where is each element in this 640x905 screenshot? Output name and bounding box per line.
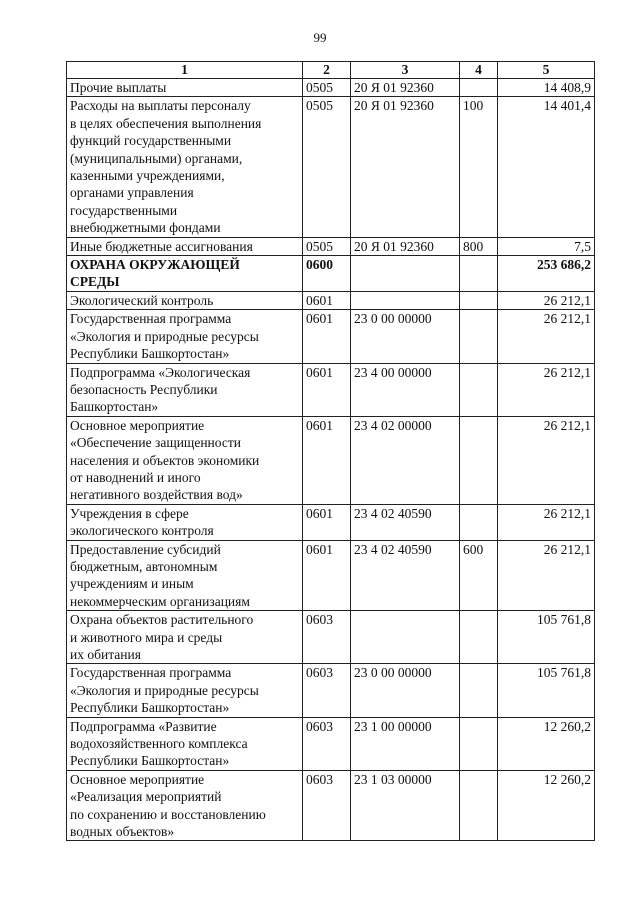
- row-label: Подпрограмма «Экологическая безопасность Республики Башкортостан»: [70, 364, 251, 415]
- cell-amount: 26 212,1: [498, 416, 595, 504]
- cell-expense-type: [460, 770, 498, 841]
- cell-amount: 26 212,1: [498, 291, 595, 309]
- row-label: Предоставление субсидий бюджетным, автономным учреждениям и иным некоммерческим организациям: [70, 541, 250, 609]
- cell-name: [67, 717, 303, 770]
- cell-section: 0601: [303, 540, 351, 611]
- table-row: [67, 611, 595, 664]
- cell-name: [67, 770, 303, 841]
- cell-section: 0601: [303, 363, 351, 416]
- cell-target-article: 20 Я 01 92360: [351, 97, 460, 237]
- table-header: [67, 62, 595, 79]
- cell-expense-type: [460, 504, 498, 540]
- cell-section: 0505: [303, 237, 351, 255]
- cell-expense-type: [460, 291, 498, 309]
- cell-name: [67, 291, 303, 309]
- cell-section: 0601: [303, 310, 351, 363]
- cell-target-article: 23 1 00 00000: [351, 717, 460, 770]
- row-label: Подпрограмма «Развитие водохозяйственного комплекса Республики Башкортостан»: [70, 718, 248, 769]
- cell-section: 0505: [303, 97, 351, 237]
- table-row: [67, 291, 595, 309]
- row-label: Экологический контроль: [70, 292, 214, 308]
- header-col-1: 1: [67, 62, 303, 79]
- row-label: Прочие выплаты: [70, 80, 167, 95]
- cell-target-article: 23 4 02 40590: [351, 540, 460, 611]
- cell-section: 0601: [303, 416, 351, 504]
- header-col-4: 4: [460, 62, 498, 79]
- table-body: [67, 79, 595, 841]
- row-label: Расходы на выплаты персоналу в целях обеспечения выполнения функций государственными (муниципальными) органами, казенными учреждениями, органами управления государственными внебюджетными фондами: [70, 98, 262, 236]
- row-label: Основное мероприятие «Обеспечение защищенности населения и объектов экономики от наводнений и иного негативного воздействия вод»: [70, 417, 260, 503]
- cell-target-article: [351, 256, 460, 292]
- cell-amount: 14 408,9: [498, 79, 595, 97]
- cell-expense-type: 600: [460, 540, 498, 611]
- cell-expense-type: [460, 363, 498, 416]
- table-row: [67, 416, 595, 504]
- table-row: [67, 79, 595, 97]
- cell-expense-type: [460, 611, 498, 664]
- table-row: [67, 237, 595, 255]
- cell-target-article: 20 Я 01 92360: [351, 237, 460, 255]
- cell-name: [67, 363, 303, 416]
- cell-amount: 26 212,1: [498, 540, 595, 611]
- row-label: Государственная программа «Экология и природные ресурсы Республики Башкортостан»: [70, 311, 259, 362]
- cell-amount: 12 260,2: [498, 717, 595, 770]
- row-label: Иные бюджетные ассигнования: [70, 238, 253, 254]
- cell-name: [67, 97, 303, 237]
- table-row: [67, 97, 595, 237]
- cell-target-article: [351, 291, 460, 309]
- cell-expense-type: [460, 310, 498, 363]
- table-row: [67, 770, 595, 841]
- cell-name: [67, 611, 303, 664]
- cell-name: [67, 664, 303, 717]
- cell-amount: 7,5: [498, 237, 595, 255]
- page-number: 99: [313, 30, 327, 45]
- table-row: [67, 664, 595, 717]
- cell-section: 0603: [303, 664, 351, 717]
- cell-section: 0505: [303, 79, 351, 97]
- header-col-5: 5: [498, 62, 595, 79]
- cell-target-article: 23 4 00 00000: [351, 363, 460, 416]
- row-label: Государственная программа «Экология и природные ресурсы Республики Башкортостан»: [70, 665, 259, 716]
- cell-name: [67, 79, 303, 97]
- cell-name: [67, 504, 303, 540]
- cell-expense-type: [460, 664, 498, 717]
- cell-target-article: 23 0 00 00000: [351, 310, 460, 363]
- cell-amount: 26 212,1: [498, 363, 595, 416]
- cell-name: [67, 310, 303, 363]
- cell-amount: 26 212,1: [498, 504, 595, 540]
- cell-amount: 26 212,1: [498, 310, 595, 363]
- cell-target-article: 23 4 02 00000: [351, 416, 460, 504]
- cell-amount: 105 761,8: [498, 664, 595, 717]
- budget-table: [66, 61, 595, 841]
- cell-amount: 12 260,2: [498, 770, 595, 841]
- cell-expense-type: [460, 717, 498, 770]
- header-col-2: 2: [303, 62, 351, 79]
- cell-expense-type: [460, 416, 498, 504]
- cell-amount: 253 686,2: [498, 256, 595, 292]
- table-row: [67, 717, 595, 770]
- row-label: Основное мероприятие «Реализация мероприятий по сохранению и восстановлению водных объектов»: [70, 771, 266, 840]
- cell-section: 0600: [303, 256, 351, 292]
- cell-amount: 14 401,4: [498, 97, 595, 237]
- cell-target-article: [351, 611, 460, 664]
- cell-target-article: 20 Я 01 92360: [351, 79, 460, 97]
- table-row: [67, 504, 595, 540]
- cell-target-article: 23 1 03 00000: [351, 770, 460, 841]
- cell-target-article: 23 4 02 40590: [351, 504, 460, 540]
- cell-section: 0603: [303, 717, 351, 770]
- cell-section: 0603: [303, 770, 351, 841]
- cell-expense-type: 800: [460, 237, 498, 255]
- cell-section: 0601: [303, 504, 351, 540]
- row-label: Учреждения в сфере экологического контроля: [70, 505, 214, 539]
- cell-expense-type: 100: [460, 97, 498, 237]
- table-row: [67, 256, 595, 292]
- header-col-3: 3: [351, 62, 460, 79]
- cell-name: [67, 416, 303, 504]
- cell-amount: 105 761,8: [498, 611, 595, 664]
- cell-target-article: 23 0 00 00000: [351, 664, 460, 717]
- row-label: ОХРАНА ОКРУЖАЮЩЕЙ СРЕДЫ: [70, 257, 240, 290]
- cell-section: 0603: [303, 611, 351, 664]
- cell-name: [67, 540, 303, 611]
- table-row: [67, 310, 595, 363]
- cell-section: 0601: [303, 291, 351, 309]
- header-row: [67, 62, 595, 79]
- table-row: [67, 540, 595, 611]
- table-row: [67, 363, 595, 416]
- cell-name: [67, 256, 303, 292]
- cell-expense-type: [460, 79, 498, 97]
- cell-expense-type: [460, 256, 498, 292]
- cell-name: [67, 237, 303, 255]
- row-label: Охрана объектов растительного и животного мира и среды их обитания: [70, 612, 254, 662]
